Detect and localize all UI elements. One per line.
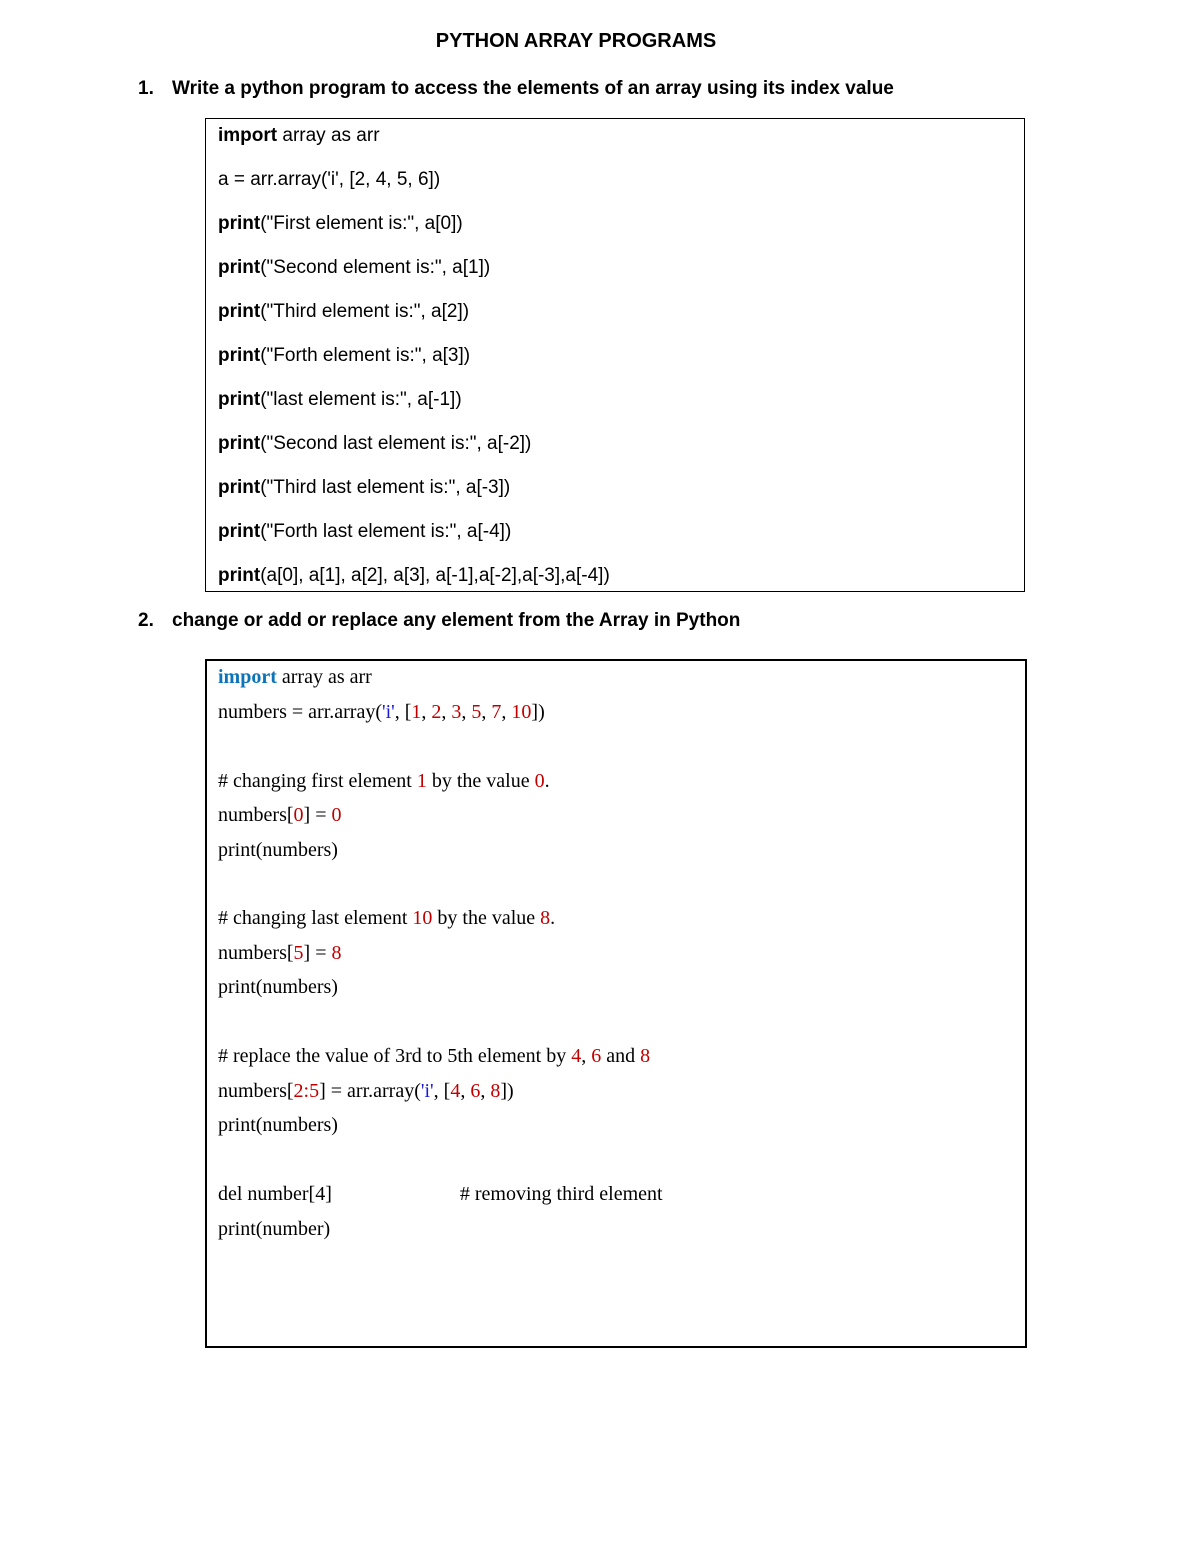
- code-text: by the value: [432, 907, 541, 929]
- code-number: 7: [491, 701, 502, 723]
- page-title: PYTHON ARRAY PROGRAMS: [435, 30, 717, 52]
- code-line: [218, 1080, 514, 1103]
- code-line: [218, 942, 342, 965]
- code-keyword: import: [218, 666, 277, 688]
- code-text: numbers = arr.array(: [218, 701, 382, 723]
- code-comment: # removing third element: [459, 1183, 663, 1205]
- code-text: # changing first element: [218, 770, 417, 792]
- code-number: 0: [293, 804, 304, 826]
- code-text: ] = arr.array(: [319, 1080, 421, 1102]
- code-text: and: [601, 1045, 641, 1067]
- code-text: ("Third last element is:", a[-3]): [260, 477, 511, 498]
- code-number: 3: [451, 701, 462, 723]
- code-keyword: print: [218, 521, 261, 542]
- code-text: , [: [394, 701, 412, 723]
- code-keyword: print: [218, 345, 261, 366]
- code-text: ,: [481, 701, 492, 723]
- code-text: ,: [421, 701, 432, 723]
- code-keyword: import: [218, 125, 278, 146]
- code-line: [218, 477, 510, 499]
- question-2-number: 2.: [138, 610, 154, 631]
- code-line: [218, 1183, 663, 1206]
- code-keyword: print: [218, 257, 261, 278]
- question-2-text: change or add or replace any element from the Array in Python: [172, 610, 741, 631]
- code-number: 6: [591, 1045, 602, 1067]
- question-1-number: 1.: [138, 78, 154, 99]
- code-number: 4: [450, 1080, 461, 1102]
- code-line: print(numbers): [218, 976, 338, 998]
- question-1-text: Write a python program to access the elements of an array using its index value: [172, 78, 894, 99]
- code-text: , [: [433, 1080, 451, 1102]
- code-text: ("First element is:", a[0]): [260, 213, 463, 234]
- code-line: [218, 804, 342, 827]
- code-text: ]): [531, 701, 545, 723]
- code-line: [218, 666, 372, 689]
- code-line: [218, 389, 462, 411]
- code-line: [218, 521, 511, 543]
- code-box-1: [205, 118, 1025, 592]
- code-string: 'i': [420, 1080, 434, 1102]
- code-text: array as arr: [277, 125, 380, 146]
- code-number: 2: [431, 701, 442, 723]
- code-number: 10: [412, 907, 433, 929]
- code-keyword: print: [218, 301, 261, 322]
- code-text: ] =: [303, 942, 332, 964]
- code-string: 'i': [381, 701, 395, 723]
- code-line: print(numbers): [218, 839, 338, 861]
- code-text: # replace the value of 3rd to 5th element by: [218, 1045, 572, 1067]
- code-text: by the value: [426, 770, 535, 792]
- code-text: ]): [500, 1080, 514, 1102]
- question-2: [138, 610, 740, 632]
- code-number: 4: [571, 1045, 582, 1067]
- code-text: numbers[: [218, 942, 294, 964]
- code-text: (a[0], a[1], a[2], a[3], a[-1],a[-2],a[-3],a[-4]): [260, 565, 610, 586]
- code-number: 8: [331, 942, 342, 964]
- code-number: 8: [640, 1045, 651, 1067]
- code-keyword: print: [218, 389, 261, 410]
- code-line: [218, 565, 610, 587]
- code-keyword: print: [218, 213, 261, 234]
- code-text: del number[4]: [218, 1183, 332, 1205]
- code-keyword: print: [218, 565, 261, 586]
- code-keyword: print: [218, 433, 261, 454]
- code-text: .: [544, 770, 550, 792]
- code-text: .: [550, 907, 556, 929]
- code-line: print(numbers): [218, 1114, 338, 1136]
- code-text: numbers[: [218, 804, 294, 826]
- code-number: 1: [416, 770, 427, 792]
- code-keyword: print: [218, 477, 261, 498]
- code-text: ,: [461, 701, 472, 723]
- code-text: # changing last element: [218, 907, 413, 929]
- code-number: 10: [511, 701, 532, 723]
- code-line: [218, 169, 440, 191]
- code-number: 8: [540, 907, 551, 929]
- code-text: ,: [501, 701, 512, 723]
- code-number: 2: [293, 1080, 304, 1102]
- code-number: 5: [293, 942, 304, 964]
- code-number: 1: [411, 701, 422, 723]
- code-line: [218, 257, 490, 279]
- code-box-2: [205, 659, 1027, 1348]
- code-text: ,: [441, 701, 452, 723]
- code-line: [218, 125, 380, 147]
- code-text: ("Third element is:", a[2]): [260, 301, 470, 322]
- code-text: ("Forth last element is:", a[-4]): [260, 521, 512, 542]
- code-comment-line: [218, 1045, 650, 1068]
- code-line: [218, 701, 545, 724]
- code-text: ] =: [303, 804, 332, 826]
- code-line: [218, 433, 531, 455]
- code-comment-line: [218, 907, 555, 930]
- code-line: [218, 301, 469, 323]
- code-number: 5: [471, 701, 482, 723]
- code-text: ,: [581, 1045, 592, 1067]
- code-text: ("Second last element is:", a[-2]): [260, 433, 532, 454]
- code-text: ,: [460, 1080, 471, 1102]
- code-number: 0: [534, 770, 545, 792]
- code-text: ("Second element is:", a[1]): [260, 257, 491, 278]
- code-number: 0: [331, 804, 342, 826]
- code-text: a = arr.array('i', [2, 4, 5, 6]): [218, 169, 441, 190]
- question-1: [138, 78, 894, 100]
- code-text: :: [303, 1080, 310, 1102]
- code-text: numbers[: [218, 1080, 294, 1102]
- code-text: ("last element is:", a[-1]): [260, 389, 462, 410]
- code-text: ("Forth element is:", a[3]): [260, 345, 471, 366]
- code-number: 5: [309, 1080, 320, 1102]
- code-text: ,: [480, 1080, 491, 1102]
- code-line: [218, 345, 470, 367]
- code-text: array as arr: [276, 666, 372, 688]
- code-number: 8: [490, 1080, 501, 1102]
- code-number: 6: [470, 1080, 481, 1102]
- code-comment-line: [218, 770, 550, 793]
- code-line: print(number): [218, 1218, 331, 1240]
- code-line: [218, 213, 463, 235]
